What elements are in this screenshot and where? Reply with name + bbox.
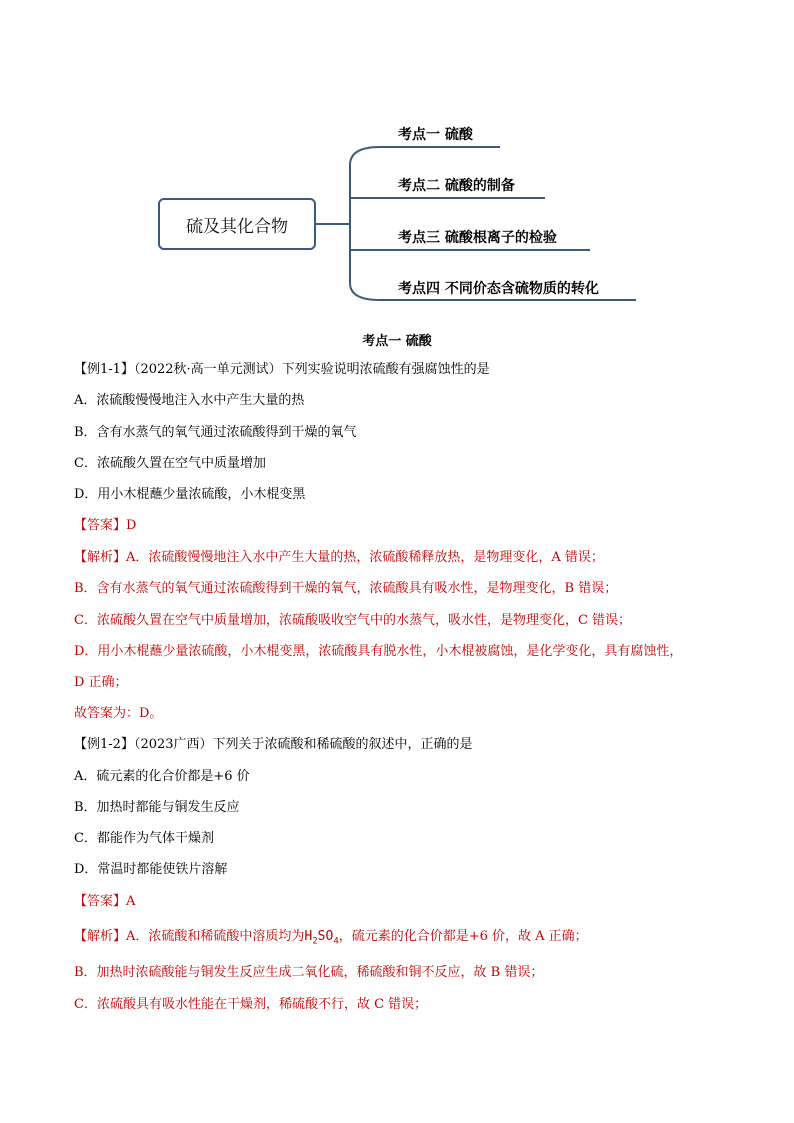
mindmap-branch-1: 考点一 硫酸 <box>398 127 473 143</box>
example2-option-a: A．硫元素的化合价都是+6 价 <box>74 769 250 784</box>
example2-option-b: B．加热时都能与铜发生反应 <box>74 800 240 815</box>
mindmap-branch-2: 考点二 硫酸的制备 <box>398 178 515 194</box>
example2-answer-label: 【答案】 <box>74 894 127 909</box>
example2-analysis-a-pre: A．浓硫酸和稀硫酸中溶质均为 <box>126 929 305 944</box>
example1-option-a: A．浓硫酸慢慢地注入水中产生大量的热 <box>74 393 305 408</box>
example2-answer-value: A <box>126 894 136 909</box>
formula-so: SO <box>317 929 334 944</box>
example1-answer-value: D <box>126 518 137 533</box>
example2-answer <box>74 893 135 911</box>
formula-sub-2: 2 <box>312 936 318 947</box>
example2-tag: 【例1-2】 <box>74 737 134 752</box>
formula-h: H <box>304 929 313 944</box>
example1-source: （2022秋·高一单元测试） <box>133 362 282 377</box>
example2-option-d: D．常温时都能使铁片溶解 <box>74 862 228 877</box>
example1-option-d: D．用小木棍蘸少量浓硫酸，小木棍变黑 <box>74 487 306 502</box>
example1-analysis-a-text: A．浓硫酸慢慢地注入水中产生大量的热，浓硫酸稀释放热，是物理变化，A 错误； <box>126 550 604 565</box>
formula-sub-4: 4 <box>333 936 339 947</box>
example1-question-text: 下列实验说明浓硫酸有强腐蚀性的是 <box>281 362 490 377</box>
section-title: 考点一 硫酸 <box>362 334 432 349</box>
example1-analysis-b: B．含有水蒸气的氧气通过浓硫酸得到干燥的氧气，浓硫酸具有吸水性，是物理变化，B 错误； <box>74 581 618 596</box>
example2-option-c: C．都能作为气体干燥剂 <box>74 831 214 846</box>
example2-question-text: 下列关于浓硫酸和稀硫酸的叙述中，正确的是 <box>212 737 473 752</box>
example1-answer-label: 【答案】 <box>74 518 127 533</box>
example2-source: （2023广西） <box>133 737 213 752</box>
mindmap-root: 硫及其化合物 <box>158 198 316 250</box>
example2-question <box>74 736 473 754</box>
example1-analysis-c: C．浓硫酸久置在空气中质量增加，浓硫酸吸收空气中的水蒸气，吸水性，是物理变化，C 错误； <box>74 613 632 628</box>
example2-analysis-a <box>74 928 588 951</box>
mindmap-connectors <box>0 0 794 330</box>
example1-option-b: B．含有水蒸气的氧气通过浓硫酸得到干燥的氧气 <box>74 425 357 440</box>
example2-analysis-c: C．浓硫酸具有吸水性能在干燥剂，稀硫酸不行，故 C 错误； <box>74 997 428 1012</box>
example1-question <box>74 361 490 379</box>
example1-analysis-d: D．用小木棍蘸少量浓硫酸，小木棍变黑，浓硫酸具有脱水性，小木棍被腐蚀，是化学变化，具有腐蚀性， <box>74 644 683 659</box>
mindmap-branch-4: 考点四 不同价态含硫物质的转化 <box>398 281 599 297</box>
mindmap-branch-3: 考点三 硫酸根离子的检验 <box>398 230 557 246</box>
example1-answer <box>74 517 136 535</box>
example1-option-c: C．浓硫酸久置在空气中质量增加 <box>74 456 266 471</box>
example2-analysis-b: B．加热时浓硫酸能与铜发生反应生成二氧化硫，稀硫酸和铜不反应，故 B 错误； <box>74 965 544 980</box>
formula-h2so4 <box>304 929 339 947</box>
example2-analysis-label: 【解析】 <box>74 929 127 944</box>
example1-conclusion: 故答案为：D。 <box>74 706 163 721</box>
example1-analysis-label: 【解析】 <box>74 550 127 565</box>
example1-analysis-d-cont: D 正确； <box>74 675 128 690</box>
example2-analysis-a-post: ，硫元素的化合价都是+6 价，故 A 正确； <box>338 929 588 944</box>
example1-tag: 【例1-1】 <box>74 362 134 377</box>
example1-analysis-a <box>74 549 604 567</box>
